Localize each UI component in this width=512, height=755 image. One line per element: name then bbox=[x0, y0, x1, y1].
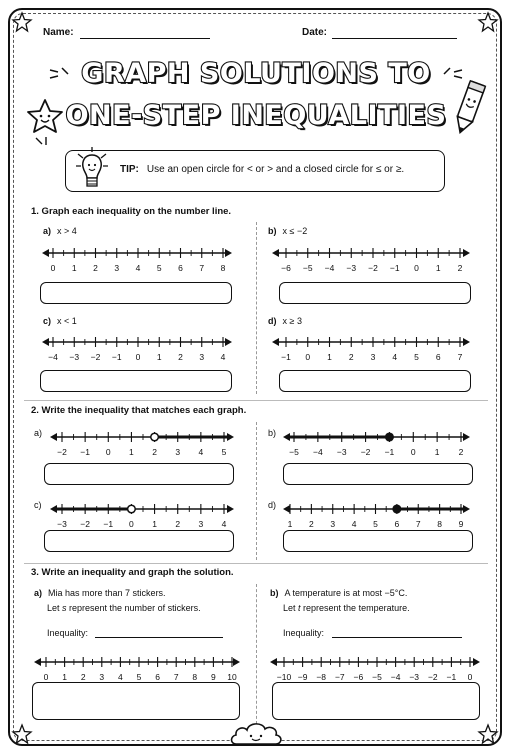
tick-label: 0 bbox=[135, 352, 141, 362]
tick-label: 3 bbox=[175, 447, 181, 457]
tick-label: −1 bbox=[389, 263, 400, 273]
tick-label: 0 bbox=[129, 519, 134, 529]
tick-label: 1 bbox=[435, 263, 441, 273]
tick-label: 3 bbox=[99, 672, 105, 682]
tick-label: 5 bbox=[136, 672, 142, 682]
tick-label: −2 bbox=[427, 672, 438, 682]
tick-label: 5 bbox=[221, 447, 227, 457]
tick-label: −1 bbox=[446, 672, 457, 682]
tick-label: 3 bbox=[114, 263, 120, 273]
tick-label: −4 bbox=[48, 352, 58, 362]
tick-label: 4 bbox=[220, 352, 226, 362]
tick-label: 4 bbox=[392, 352, 398, 362]
tick-label: 2 bbox=[458, 447, 464, 457]
tick-label: −3 bbox=[69, 352, 80, 362]
tick-label: 4 bbox=[221, 519, 227, 529]
tick-label: −3 bbox=[336, 447, 347, 457]
tick-label: −2 bbox=[57, 447, 67, 457]
tick-label: −2 bbox=[80, 519, 90, 529]
tick-label: 3 bbox=[330, 519, 336, 529]
tick-label: 4 bbox=[351, 519, 357, 529]
tick-label: −5 bbox=[372, 672, 382, 682]
tick-label: −1 bbox=[281, 352, 291, 362]
name-label: Name: bbox=[43, 27, 74, 38]
tick-label: 3 bbox=[370, 352, 376, 362]
tick-label: −4 bbox=[324, 263, 335, 273]
tick-label: 8 bbox=[437, 519, 442, 529]
tick-label: 1 bbox=[62, 672, 67, 682]
tick-label: −2 bbox=[360, 447, 371, 457]
tick-label: 4 bbox=[135, 263, 141, 273]
problem-2a-label: a) bbox=[34, 428, 43, 438]
tick-label: 1 bbox=[152, 519, 157, 529]
tick-label: 0 bbox=[414, 263, 419, 273]
problem-3b-variable-text: Let t represent the temperature. bbox=[283, 603, 410, 613]
right-arrow-icon bbox=[473, 658, 480, 666]
tick-label: −10 bbox=[276, 672, 292, 682]
problem-2d-label: d) bbox=[268, 500, 277, 510]
tick-label: −2 bbox=[90, 352, 101, 362]
tick-label: 6 bbox=[394, 519, 400, 529]
problem-2c-label: c) bbox=[34, 500, 42, 510]
tick-label: −4 bbox=[313, 447, 323, 457]
tick-label: −3 bbox=[346, 263, 357, 273]
tick-label: 0 bbox=[105, 447, 111, 457]
tick-label: −3 bbox=[57, 519, 67, 529]
section1-heading: 1. Graph each inequality on the number line. bbox=[31, 206, 232, 217]
tick-label: 6 bbox=[155, 672, 160, 682]
tick-label: 6 bbox=[178, 263, 183, 273]
left-arrow-icon bbox=[270, 658, 277, 666]
tick-label: 1 bbox=[156, 352, 162, 362]
tick-label: −1 bbox=[80, 447, 90, 457]
tick-label: 1 bbox=[434, 447, 440, 457]
problem-1a-label: a) x > 4 bbox=[43, 226, 77, 236]
tick-label: 1 bbox=[287, 519, 293, 529]
tick-label: 7 bbox=[457, 352, 463, 362]
tick-label: 2 bbox=[152, 447, 157, 457]
tick-label: 2 bbox=[80, 672, 86, 682]
tick-label: 5 bbox=[156, 263, 162, 273]
tick-label: 2 bbox=[175, 519, 181, 529]
tick-label: 4 bbox=[198, 447, 204, 457]
inequality-label-3b: Inequality: bbox=[283, 628, 325, 638]
tip-text: TIP: Use an open circle for < or > and a closed circle for ≤ or ≥. bbox=[120, 164, 405, 175]
section3-heading: 3. Write an inequality and graph the solution. bbox=[31, 567, 234, 578]
problem-2b-label: b) bbox=[268, 428, 277, 438]
tick-label: 7 bbox=[199, 263, 205, 273]
tick-label: 8 bbox=[220, 263, 226, 273]
tick-label: 10 bbox=[227, 672, 237, 682]
answer-box-3b[interactable] bbox=[272, 682, 480, 720]
tick-label: 0 bbox=[410, 447, 416, 457]
tick-label: 5 bbox=[414, 352, 419, 362]
tick-label: −6 bbox=[353, 672, 364, 682]
tick-label: 5 bbox=[373, 519, 378, 529]
problem-3b-text: b) A temperature is at most −5°C. bbox=[270, 588, 408, 598]
tick-label: 7 bbox=[173, 672, 179, 682]
date-label: Date: bbox=[302, 27, 328, 38]
tick-label: −1 bbox=[384, 447, 395, 457]
answer-box-3a[interactable] bbox=[32, 682, 240, 720]
tick-label: 1 bbox=[71, 263, 77, 273]
tick-label: −7 bbox=[334, 672, 345, 682]
tick-label: −9 bbox=[297, 672, 308, 682]
tick-label: −5 bbox=[302, 263, 313, 273]
page-title-line1: GRAPH SOLUTIONS TO bbox=[81, 58, 431, 89]
tick-label: 1 bbox=[129, 447, 134, 457]
tick-label: 9 bbox=[211, 672, 216, 682]
tick-label: 9 bbox=[458, 519, 464, 529]
inequality-label-3a: Inequality: bbox=[47, 628, 89, 638]
tick-label: −2 bbox=[368, 263, 378, 273]
tick-label: 7 bbox=[415, 519, 421, 529]
tick-label: 3 bbox=[198, 519, 204, 529]
tick-label: −8 bbox=[316, 672, 327, 682]
tick-label: 4 bbox=[118, 672, 123, 682]
tick-label: 2 bbox=[348, 352, 354, 362]
tick-label: 0 bbox=[43, 672, 49, 682]
tick-label: 2 bbox=[93, 263, 98, 273]
tick-label: 2 bbox=[309, 519, 314, 529]
tick-label: 1 bbox=[327, 352, 332, 362]
tick-label: 0 bbox=[50, 263, 56, 273]
tick-label: −3 bbox=[409, 672, 420, 682]
tick-label: −1 bbox=[103, 519, 114, 529]
smiling-cloud-icon bbox=[228, 718, 284, 746]
tick-label: 2 bbox=[457, 263, 463, 273]
page-title-line2: ONE-STEP INEQUALITIES bbox=[65, 100, 447, 131]
tick-label: 8 bbox=[192, 672, 198, 682]
problem-3a-variable-text: Let s represent the number of stickers. bbox=[47, 603, 201, 613]
tick-label: 2 bbox=[178, 352, 183, 362]
tick-label: 3 bbox=[199, 352, 205, 362]
problem-1c-label: c) x < 1 bbox=[43, 316, 77, 326]
problem-1d-label: d) x ≥ 3 bbox=[268, 316, 302, 326]
tick-label: −4 bbox=[390, 672, 401, 682]
tick-label: 0 bbox=[467, 672, 473, 682]
tick-label: −6 bbox=[281, 263, 291, 273]
section2-heading: 2. Write the inequality that matches each graph. bbox=[31, 405, 247, 416]
tick-label: 0 bbox=[305, 352, 311, 362]
tick-label: 6 bbox=[435, 352, 441, 362]
problem-3a-text: a) Mia has more than 7 stickers. bbox=[34, 588, 166, 598]
tick-label: −1 bbox=[111, 352, 122, 362]
tick-label: −5 bbox=[289, 447, 299, 457]
problem-1b-label: b) x ≤ −2 bbox=[268, 226, 308, 236]
